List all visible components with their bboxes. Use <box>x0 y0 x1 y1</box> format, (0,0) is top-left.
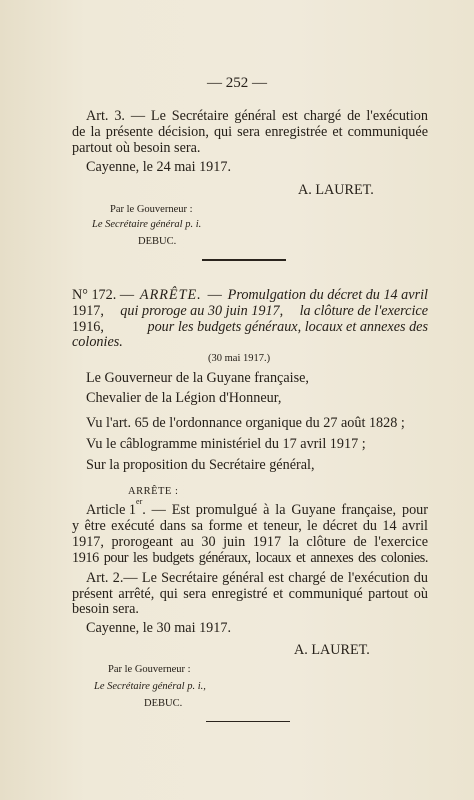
art1-label: Article 1 <box>86 502 137 518</box>
art1-line1-rest: . — Est promulgué à la Guyane française, pour <box>142 502 428 518</box>
secretaire-1: Le Secrétaire général p. i. <box>92 219 202 230</box>
art2-line1: Art. 2.— Le Secrétaire général est chargé de l'exécution du <box>86 570 428 586</box>
heading-line2 <box>72 303 428 320</box>
art1-line1 <box>86 497 428 519</box>
heading-line4: colonies. <box>72 334 123 350</box>
heading-arrete: ARRÊTE. <box>139 287 202 303</box>
art2-line2: présent arrêté, qui sera enregistré et communiqué partout où <box>72 586 428 602</box>
art1-line4: 1916 pour les budgets généraux, locaux et annexes des colonies. <box>72 550 428 566</box>
vu-line-1: Vu l'art. 65 de l'ordonnance organique du 27 août 1828 ; <box>86 415 405 431</box>
heading-line1 <box>72 287 428 304</box>
par-gouverneur-1: Par le Gouverneur : <box>110 204 193 215</box>
heading-line2a: 1917, <box>72 303 104 319</box>
date-line-1: Cayenne, le 24 mai 1917. <box>86 159 231 175</box>
secretaire-2: Le Secrétaire général p. i., <box>94 681 206 692</box>
art1-line2: y être exécuté dans sa forme et teneur, le décret du 14 avril <box>72 518 428 534</box>
art3-line3: partout où besoin sera. <box>72 140 201 156</box>
art2-line3: besoin sera. <box>72 601 139 617</box>
heading-number: N° 172. — <box>72 287 135 303</box>
art3-line2: de la présente décision, qui sera enregistrée et communiquée <box>72 124 428 140</box>
heading-line1-rest: Promulgation du décret du 14 avril <box>227 287 428 303</box>
page-number: — 252 — <box>207 75 267 91</box>
heading-line3b: pour les budgets généraux, locaux et annexes des <box>147 319 428 335</box>
date-line-2: Cayenne, le 30 mai 1917. <box>86 620 231 636</box>
vu-line-2: Vu le câblogramme ministériel du 17 avril 1917 ; <box>86 436 366 452</box>
heading-line2c: la clôture de l'exercice <box>299 303 428 319</box>
signatory-1: A. LAURET. <box>298 182 374 198</box>
heading-dash: — <box>207 287 222 303</box>
separator-rule-2 <box>206 721 290 722</box>
debuc-1: DEBUC. <box>138 236 177 247</box>
debuc-2: DEBUC. <box>144 698 183 709</box>
chevalier-line: Chevalier de la Légion d'Honneur, <box>86 390 282 406</box>
separator-rule-1 <box>202 259 286 261</box>
art1-superscript: er <box>136 497 143 506</box>
par-gouverneur-2: Par le Gouverneur : <box>108 664 191 675</box>
sur-line: Sur la proposition du Secrétaire général, <box>86 457 315 473</box>
heading-line3a: 1916, <box>72 319 104 335</box>
heading-line2b: qui proroge au 30 juin 1917, <box>120 303 284 319</box>
art1-line3: 1917, prorogeant au 30 juin 1917 la clôture de l'exercice <box>72 534 428 550</box>
date-paren: (30 mai 1917.) <box>208 353 271 364</box>
heading-line3 <box>72 319 428 336</box>
gouverneur-line: Le Gouverneur de la Guyane française, <box>86 370 309 386</box>
signatory-2: A. LAURET. <box>294 642 370 658</box>
arrete-label: ARRÊTE : <box>128 486 179 497</box>
art3-line1: Art. 3. — Le Secrétaire général est chargé de l'exécution <box>86 108 428 124</box>
